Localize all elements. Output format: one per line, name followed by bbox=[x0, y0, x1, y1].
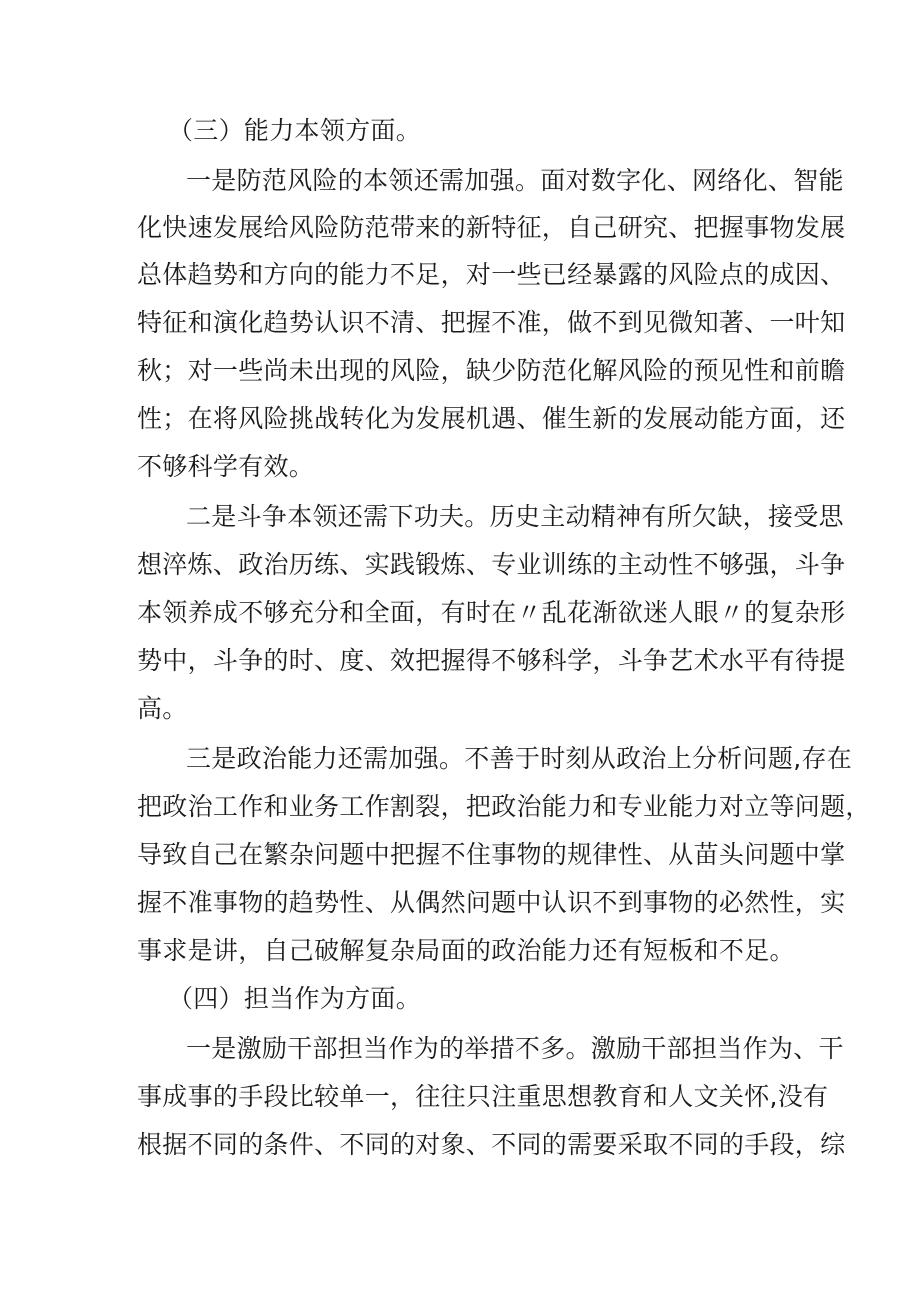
paragraph-1-line-6: 性；在将风险挑战转化为发展机遇、催生新的发展动能方面，还 bbox=[137, 404, 846, 433]
paragraph-3-line-5: 事求是讲，自己破解复杂局面的政治能力还有短板和不足。 bbox=[137, 936, 795, 965]
paragraph-3-line-3: 导致自己在繁杂问题中把握不住事物的规律性、从苗头问题中掌 bbox=[137, 840, 846, 869]
paragraph-3-line-1: 三是政治能力还需加强。不善于时刻从政治上分析问题,存在 bbox=[186, 744, 853, 773]
paragraph-4-line-1: 一是激励干部担当作为的举措不多。激励干部担当作为、干 bbox=[186, 1034, 844, 1063]
paragraph-3-line-2: 把政治工作和业务工作割裂，把政治能力和专业能力对立等问题， bbox=[137, 792, 871, 821]
paragraph-3-line-4: 握不准事物的趋势性、从偶然问题中认识不到事物的必然性，实 bbox=[137, 888, 846, 917]
paragraph-1-line-2: 化快速发展给风险防范带来的新特征，自己研究、把握事物发展 bbox=[137, 213, 846, 242]
paragraph-1-line-5: 秋；对一些尚未出现的风险，缺少防范化解风险的预见性和前瞻 bbox=[137, 356, 846, 385]
paragraph-2-line-1: 二是斗争本领还需下功夫。历史主动精神有所欠缺，接受思 bbox=[186, 502, 844, 531]
paragraph-1-line-4: 特征和演化趋势认识不清、把握不准，做不到见微知著、一叶知 bbox=[137, 308, 846, 337]
paragraph-1-line-7: 不够科学有效。 bbox=[137, 452, 315, 481]
paragraph-4-line-3: 根据不同的条件、不同的对象、不同的需要采取不同的手段，综 bbox=[137, 1130, 846, 1159]
section-heading-4: （四）担当作为方面。 bbox=[168, 984, 422, 1013]
paragraph-1-line-3: 总体趋势和方向的能力不足，对一些已经暴露的风险点的成因、 bbox=[137, 260, 846, 289]
paragraph-1-line-1: 一是防范风险的本领还需加强。面对数字化、网络化、智能 bbox=[186, 166, 844, 195]
paragraph-2-line-4: 势中，斗争的时、度、效把握得不够科学，斗争艺术水平有待提 bbox=[137, 646, 846, 675]
section-heading-3: （三）能力本领方面。 bbox=[168, 116, 422, 145]
paragraph-2-line-3: 本领养成不够充分和全面，有时在〃乱花渐欲迷人眼〃的复杂形 bbox=[137, 598, 846, 627]
paragraph-4-line-2: 事成事的手段比较单一，往往只注重思想教育和人文关怀,没有 bbox=[137, 1082, 829, 1111]
paragraph-2-line-2: 想淬炼、政治历练、实践锻炼、专业训练的主动性不够强，斗争 bbox=[137, 550, 846, 579]
paragraph-2-line-5: 高。 bbox=[137, 694, 188, 723]
